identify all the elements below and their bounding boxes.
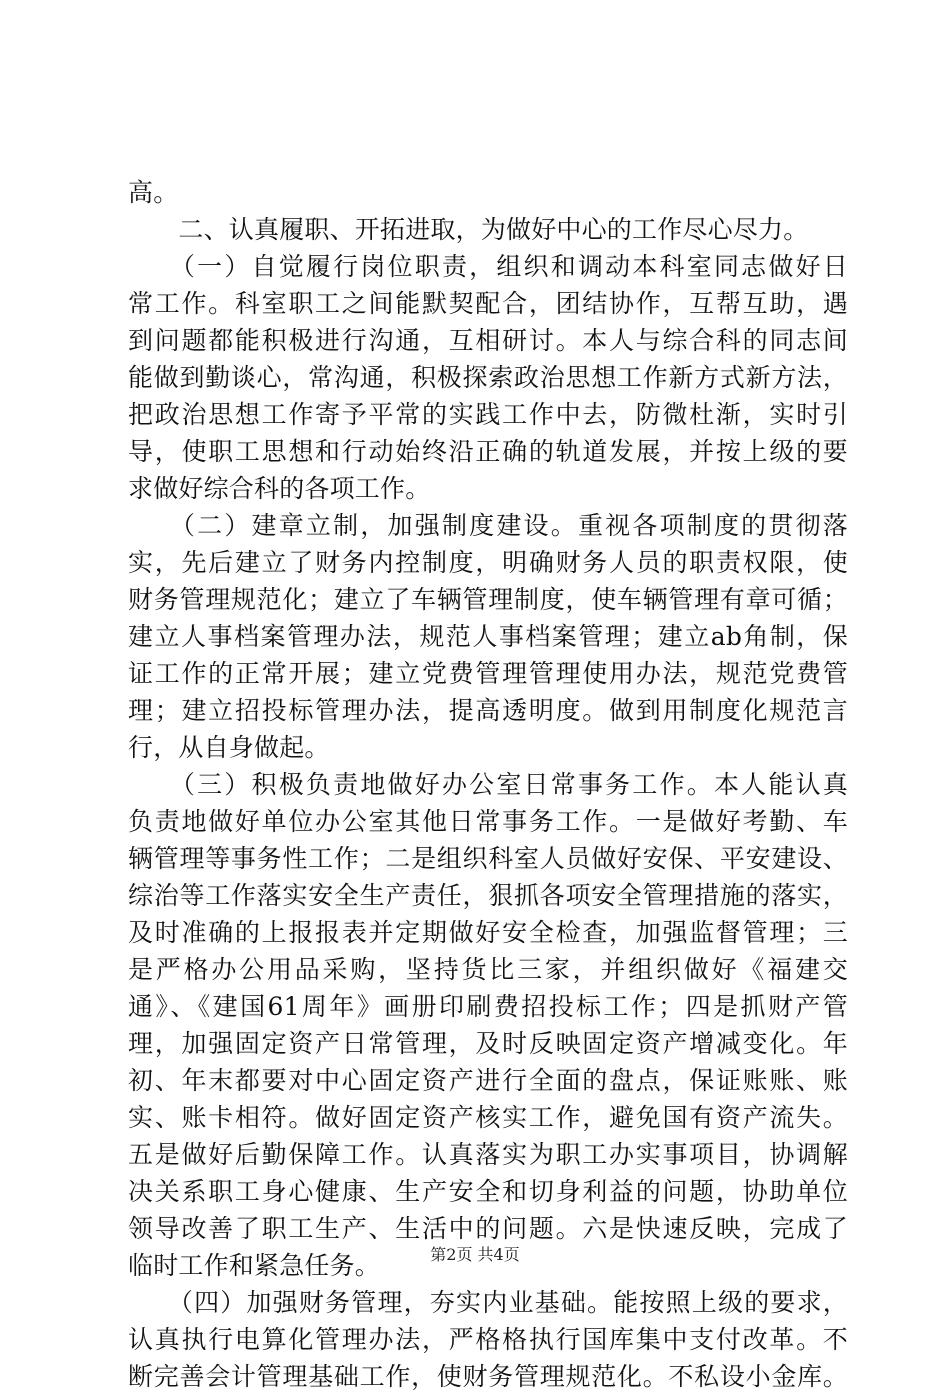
text-line: 能做到勤谈心，常沟通，积极探索政治思想工作新方式新方法， xyxy=(128,363,848,392)
text-line: 到问题都能积极进行沟通，互相研讨。本人与综合科的同志间 xyxy=(128,326,848,355)
text-line: 理；建立招投标管理办法，提高透明度。做到用制度化规范言 xyxy=(128,696,848,725)
text-line: 实、账卡相符。做好固定资产核实工作，避免国有资产流失。 xyxy=(128,1103,848,1132)
text-line: 决关系职工身心健康、生产安全和切身利益的问题，协助单位 xyxy=(128,1177,848,1206)
text-line: （一）自觉履行岗位职责，组织和调动本科室同志做好日 xyxy=(128,252,848,281)
text-line: 是严格办公用品采购，坚持货比三家，并组织做好《福建交 xyxy=(128,955,848,984)
text-line: 断完善会计管理基础工作，使财务管理规范化。不私设小金库。 xyxy=(128,1362,848,1391)
text-line: 通》、《建国61周年》画册印刷费招投标工作；四是抓财产管 xyxy=(128,992,848,1021)
text-line: 理，加强固定资产日常管理，及时反映固定资产增减变化。年 xyxy=(128,1029,848,1058)
text-line: （四）加强财务管理，夯实内业基础。能按照上级的要求， xyxy=(128,1288,848,1317)
text-line: 五是做好后勤保障工作。认真落实为职工办实事项目，协调解 xyxy=(128,1140,848,1169)
text-line: 高。 xyxy=(128,178,179,207)
text-line: 初、年末都要对中心固定资产进行全面的盘点，保证账账、账 xyxy=(128,1066,848,1095)
text-line: 临时工作和紧急任务。 xyxy=(128,1251,381,1280)
text-line: 求做好综合科的各项工作。 xyxy=(128,474,431,503)
text-line: 认真执行电算化管理办法，严格格执行国库集中支付改革。不 xyxy=(128,1325,848,1354)
text-line: 辆管理等事务性工作；二是组织科室人员做好安保、平安建设、 xyxy=(128,844,848,873)
text-line: 综治等工作落实安全生产责任，狠抓各项安全管理措施的落实， xyxy=(128,881,848,910)
text-line: 财务管理规范化；建立了车辆管理制度，使车辆管理有章可循； xyxy=(128,585,848,614)
text-line: 导，使职工思想和行动始终沿正确的轨道发展，并按上级的要 xyxy=(128,437,848,466)
text-line: 把政治思想工作寄予平常的实践工作中去，防微杜渐，实时引 xyxy=(128,400,848,429)
text-line: 建立人事档案管理办法，规范人事档案管理；建立ab角制，保 xyxy=(128,622,848,651)
text-line: 常工作。科室职工之间能默契配合，团结协作，互帮互助，遇 xyxy=(128,289,848,318)
document-body xyxy=(128,174,848,1395)
text-line: （二）建章立制，加强制度建设。重视各项制度的贯彻落 xyxy=(128,511,848,540)
text-line: 负责地做好单位办公室其他日常事务工作。一是做好考勤、车 xyxy=(128,807,848,836)
page-footer: 第2页 共4页 xyxy=(430,1245,520,1264)
text-line: 二、认真履职、开拓进取，为做好中心的工作尽心尽力。 xyxy=(128,215,809,244)
text-line: 实，先后建立了财务内控制度，明确财务人员的职责权限，使 xyxy=(128,548,848,577)
text-line: 行，从自身做起。 xyxy=(128,733,330,762)
text-line: 及时准确的上报报表并定期做好安全检查，加强监督管理；三 xyxy=(128,918,848,947)
text-line: 领导改善了职工生产、生活中的问题。六是快速反映，完成了 xyxy=(128,1214,848,1243)
text-line: （三）积极负责地做好办公室日常事务工作。本人能认真 xyxy=(128,770,848,799)
text-line: 证工作的正常开展；建立党费管理管理使用办法，规范党费管 xyxy=(128,659,848,688)
